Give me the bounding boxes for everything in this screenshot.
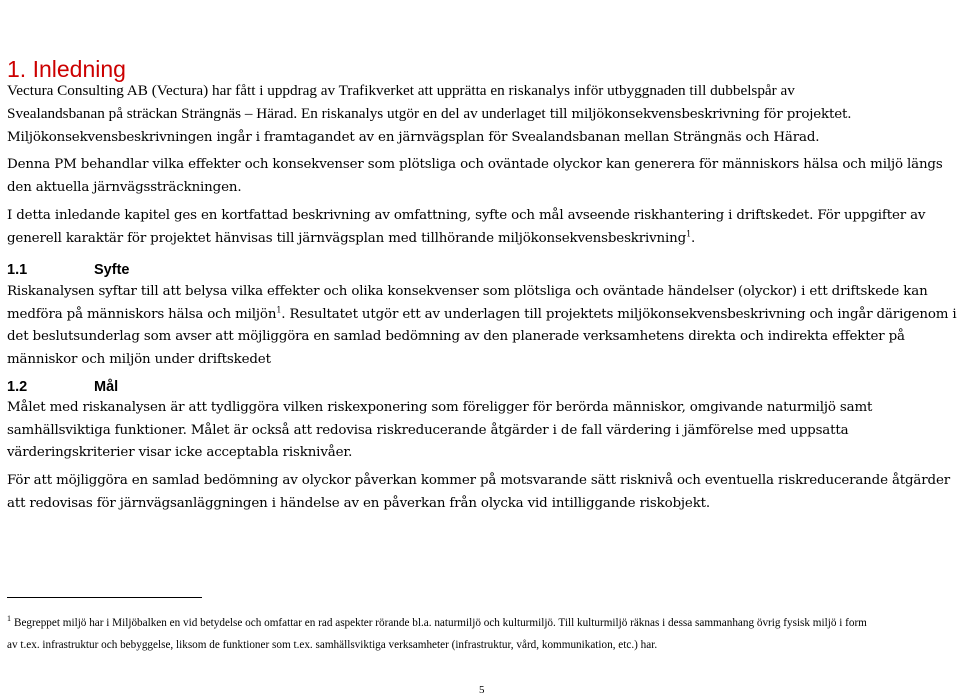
- intro-line-3: Miljökonsekvensbeskrivningen ingår i framtagandet av en järnvägsplan för Svealandsbanan mellan Strängnäs och Härad.: [7, 130, 820, 145]
- intro-line-1: Vectura Consulting AB (Vectura) har fått i uppdrag av Trafikverket att upprätta en riskanalys inför utbyggnaden till dubbelspår av: [7, 82, 795, 99]
- syfte-paragraph: [7, 281, 957, 371]
- footnote-ref[interactable]: 1: [686, 229, 692, 239]
- mal-1-line-2: samhällsviktiga funktioner. Målet är också att redovisa riskreducerande åtgärder i de fall värdering i jämförelse med uppsatta: [7, 422, 849, 438]
- mal-2-line-1: För att möjliggöra en samlad bedömning av olyckor påverkan kommer på motsvarande sätt risknivå och eventuella riskreducerande åtgärder: [7, 473, 950, 488]
- mal-paragraph-1: [7, 397, 953, 465]
- syfte-line-2: [7, 304, 957, 327]
- footnote-line-1: [7, 612, 957, 634]
- syfte-line-4: människor och miljön under driftskedet: [7, 351, 271, 367]
- chapter-intro-line-2-text: generell karaktär för projektet hänvisas till järnvägsplan med tillhörande miljökonsekvensbeskrivning: [7, 230, 687, 246]
- scope-line-2: den aktuella järnvägssträckningen.: [7, 179, 242, 195]
- mal-1-line-3: värderingskriterier visar icke acceptabla risknivåer.: [7, 445, 353, 460]
- section-heading-mal: [7, 379, 118, 395]
- section-heading-syfte: [7, 262, 129, 278]
- intro-line-2: [7, 102, 953, 126]
- chapter-intro-paragraph: [7, 205, 953, 250]
- syfte-line-2-text: medföra på människors hälsa och miljön: [7, 306, 277, 322]
- intro-line-2a: Svealandsbanan på sträckan Strängnäs – Härad. En riskanalys utgör en del av underlaget: [7, 105, 546, 122]
- footnote-separator: [7, 597, 202, 598]
- scope-paragraph: [7, 154, 953, 199]
- section-title: Syfte: [94, 262, 130, 278]
- footnote-line-2: av t.ex. infrastruktur och bebyggelse, liksom de funktioner som t.ex. samhällsviktiga verksamheter (infrastruktur, vård, kommunikation, etc.) har.: [7, 639, 658, 651]
- section-number: 1.2: [7, 379, 28, 395]
- section-number: 1.1: [7, 262, 28, 278]
- footnote: [7, 612, 957, 656]
- mal-2-line-2: att redovisas för järnvägsanläggningen i händelse av en påverkan från olycka vid intilliggande riskobjekt.: [7, 495, 710, 511]
- chapter-intro-line-2: [7, 228, 953, 251]
- scope-line-1: Denna PM behandlar vilka effekter och konsekvenser som plötsliga och oväntade olyckor kan generera för människors hälsa och miljö längs: [7, 157, 943, 172]
- mal-paragraph-2: [7, 470, 953, 515]
- footnote-line-1-text: Begreppet miljö har i Miljöbalken en vid betydelse och omfattar en rad aspekter rörande bl.a. naturmiljö och kulturmiljö. Till kulturmiljö räknas i dessa sammanhang övrig fysisk miljö i form: [14, 617, 867, 629]
- footnote-mark: 1: [7, 614, 11, 624]
- syfte-line-1: Riskanalysen syftar till att belysa vilka effekter och olika konsekvenser som plötsliga och oväntade händelser (olyckor) i ett driftskede kan: [7, 284, 928, 299]
- chapter-heading: 1. Inledning: [7, 56, 126, 82]
- intro-line-2b: till miljökonsekvensbeskrivning för projektet.: [545, 107, 852, 122]
- chapter-intro-line-2-end: .: [691, 230, 696, 246]
- page-number: 5: [479, 684, 485, 696]
- chapter-intro-line-1: I detta inledande kapitel ges en kortfattad beskrivning av omfattning, syfte och mål avseende riskhantering i driftskedet. För uppgifter av: [7, 208, 926, 223]
- syfte-line-2-end: . Resultatet utgör ett av underlagen till projektets miljökonsekvensbeskrivning och ingår därigenom i: [281, 306, 957, 322]
- section-title: Mål: [94, 379, 119, 395]
- intro-paragraph: [7, 79, 953, 149]
- mal-1-line-1: Målet med riskanalysen är att tydliggöra vilken riskexponering som föreligger för berörda människor, omgivande naturmiljö samt: [7, 400, 873, 415]
- footnote-ref[interactable]: 1: [276, 305, 282, 315]
- syfte-line-3: det beslutsunderlag som avser att möjliggöra en samlad bedömning av den planerade verksamhetens direkta och indirekta effekter på: [7, 329, 905, 344]
